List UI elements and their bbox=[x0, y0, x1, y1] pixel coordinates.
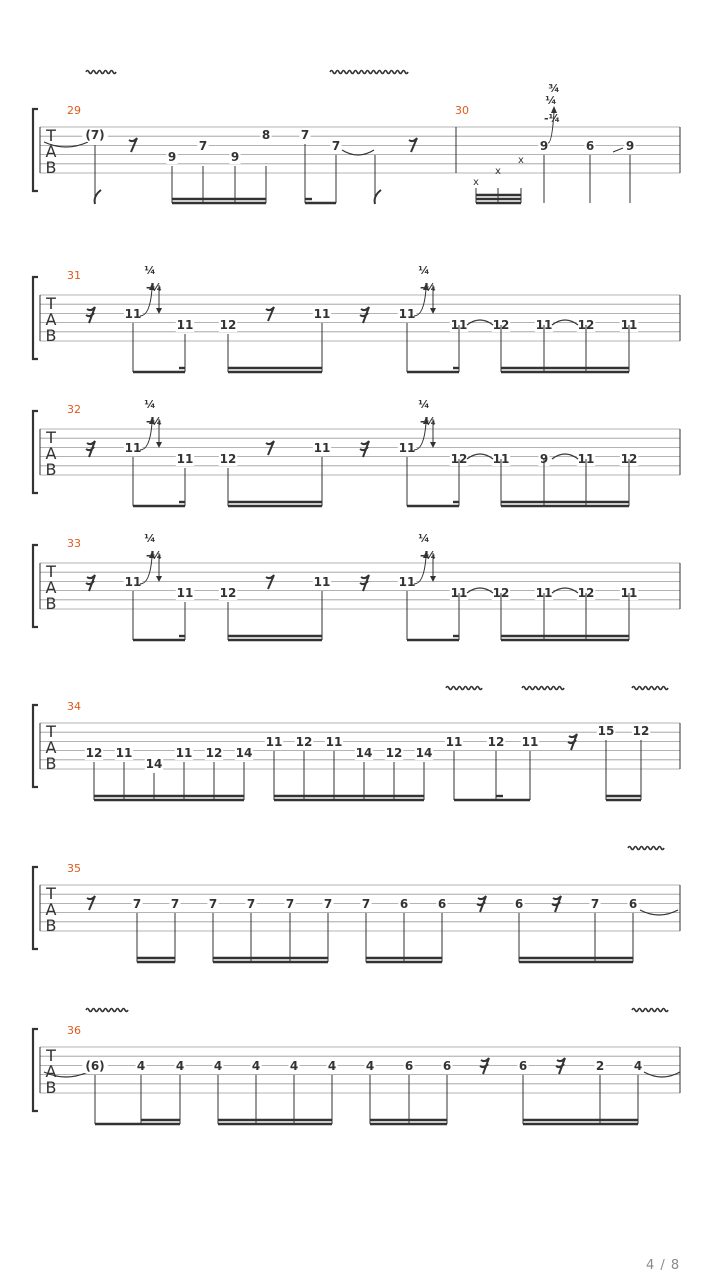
fret-number: 11 bbox=[445, 735, 463, 749]
fret-number: 6 bbox=[585, 139, 595, 153]
vibrato-mark bbox=[446, 687, 482, 690]
bend-label: ¼ bbox=[418, 532, 430, 545]
fret-number: 8 bbox=[261, 128, 271, 142]
rest-symbol bbox=[360, 441, 369, 457]
tab-label-a: A bbox=[45, 738, 57, 757]
fret-number: 11 bbox=[124, 441, 142, 455]
rest-symbol bbox=[477, 896, 486, 912]
bend-label: -¼ bbox=[420, 549, 436, 562]
fret-number: 12 bbox=[577, 586, 595, 600]
tab-label-t: T bbox=[46, 722, 56, 741]
fret-number: 11 bbox=[265, 735, 283, 749]
dead-note: x bbox=[473, 177, 479, 188]
system-brace bbox=[33, 109, 38, 191]
tab-label-t: T bbox=[46, 562, 56, 581]
measure-number: 33 bbox=[67, 537, 81, 550]
fret-number: 11 bbox=[577, 452, 595, 466]
page-number: 4 / 8 bbox=[646, 1258, 681, 1273]
rest-symbol bbox=[266, 307, 274, 321]
fret-number: 6 bbox=[437, 897, 447, 911]
fret-number: 4 bbox=[327, 1059, 337, 1073]
fret-number: 11 bbox=[535, 586, 553, 600]
measure-number: 32 bbox=[67, 403, 81, 416]
vibrato-mark bbox=[632, 1009, 668, 1012]
fret-number: 4 bbox=[365, 1059, 375, 1073]
fret-number: 15 bbox=[597, 724, 615, 738]
fret-number: 11 bbox=[313, 575, 331, 589]
fret-number: 7 bbox=[590, 897, 600, 911]
system-brace bbox=[33, 1029, 38, 1111]
slide-mark bbox=[613, 148, 623, 152]
fret-number: 7 bbox=[323, 897, 333, 911]
system-7 bbox=[33, 1009, 680, 1125]
tab-label-a: A bbox=[45, 900, 57, 919]
rest-symbol bbox=[86, 441, 95, 457]
tab-label-t: T bbox=[46, 1046, 56, 1065]
fret-number: 4 bbox=[251, 1059, 261, 1073]
rest-symbol bbox=[552, 896, 561, 912]
bend-label: ¼ bbox=[144, 532, 156, 545]
fret-number: 4 bbox=[633, 1059, 643, 1073]
dead-note: x bbox=[518, 155, 524, 166]
vibrato-mark bbox=[632, 687, 668, 690]
bend-label: ¼ bbox=[144, 398, 156, 411]
fret-number: 11 bbox=[175, 746, 193, 760]
tab-label-b: B bbox=[45, 594, 57, 613]
fret-number: 11 bbox=[398, 307, 416, 321]
fret-number: 12 bbox=[205, 746, 223, 760]
bend-label: ¾ bbox=[548, 82, 560, 95]
tab-label-b: B bbox=[45, 326, 57, 345]
rest-symbol bbox=[86, 307, 95, 323]
fret-number: 7 bbox=[208, 897, 218, 911]
tab-label-b: B bbox=[45, 754, 57, 773]
fret-number: 14 bbox=[145, 757, 163, 771]
system-1 bbox=[33, 71, 680, 205]
measure-number: 34 bbox=[67, 700, 81, 713]
rest-symbol bbox=[568, 734, 577, 750]
fret-number: 11 bbox=[313, 307, 331, 321]
system-6 bbox=[33, 847, 680, 963]
fret-number: 12 bbox=[219, 318, 237, 332]
fret-number: 12 bbox=[85, 746, 103, 760]
fret-number: 11 bbox=[450, 586, 468, 600]
fret-number: 11 bbox=[398, 441, 416, 455]
tab-label-a: A bbox=[45, 142, 57, 161]
note-flag bbox=[375, 190, 381, 204]
fret-number: 12 bbox=[385, 746, 403, 760]
measure-number: 36 bbox=[67, 1024, 81, 1037]
tab-label-b: B bbox=[45, 916, 57, 935]
system-brace bbox=[33, 411, 38, 493]
vibrato-mark bbox=[522, 687, 564, 690]
tab-label-b: B bbox=[45, 158, 57, 177]
fret-number: 12 bbox=[219, 586, 237, 600]
system-4 bbox=[33, 532, 680, 640]
fret-number: 7 bbox=[331, 139, 341, 153]
fret-number: 12 bbox=[487, 735, 505, 749]
fret-number: 11 bbox=[124, 307, 142, 321]
tab-label-t: T bbox=[46, 126, 56, 145]
bend-label: ¼ bbox=[144, 264, 156, 277]
fret-number: (6) bbox=[85, 1059, 105, 1073]
fret-number: 12 bbox=[620, 452, 638, 466]
tab-label-t: T bbox=[46, 884, 56, 903]
fret-number: 7 bbox=[170, 897, 180, 911]
fret-number: 11 bbox=[176, 318, 194, 332]
rest-symbol bbox=[266, 441, 274, 455]
fret-number: 9 bbox=[167, 150, 177, 164]
rest-symbol bbox=[556, 1058, 565, 1074]
fret-number: 12 bbox=[219, 452, 237, 466]
fret-number: 7 bbox=[285, 897, 295, 911]
fret-number: 4 bbox=[289, 1059, 299, 1073]
fret-number: 7 bbox=[246, 897, 256, 911]
bend-label: -¼ bbox=[420, 415, 436, 428]
fret-number: 12 bbox=[295, 735, 313, 749]
rest-symbol bbox=[360, 307, 369, 323]
vibrato-mark bbox=[628, 847, 664, 850]
system-brace bbox=[33, 277, 38, 359]
measure-number: 29 bbox=[67, 104, 81, 117]
fret-number: 9 bbox=[230, 150, 240, 164]
fret-number: 6 bbox=[628, 897, 638, 911]
fret-number: 12 bbox=[492, 318, 510, 332]
fret-number: 11 bbox=[450, 318, 468, 332]
fret-number: 4 bbox=[213, 1059, 223, 1073]
fret-number: 7 bbox=[300, 128, 310, 142]
fret-number: 4 bbox=[175, 1059, 185, 1073]
vibrato-mark bbox=[330, 71, 408, 74]
rest-symbol bbox=[86, 575, 95, 591]
vibrato-mark bbox=[86, 1009, 128, 1012]
measure-number: 31 bbox=[67, 269, 81, 282]
fret-number: 11 bbox=[313, 441, 331, 455]
fret-number: 11 bbox=[176, 452, 194, 466]
rest-symbol bbox=[360, 575, 369, 591]
fret-number: 12 bbox=[577, 318, 595, 332]
system-5 bbox=[33, 687, 680, 801]
fret-number: 11 bbox=[620, 586, 638, 600]
fret-number: 6 bbox=[399, 897, 409, 911]
vibrato-mark bbox=[86, 71, 116, 74]
fret-number: 11 bbox=[325, 735, 343, 749]
fret-number: 11 bbox=[115, 746, 133, 760]
fret-number: 2 bbox=[595, 1059, 605, 1073]
fret-number: 9 bbox=[625, 139, 635, 153]
tab-label-a: A bbox=[45, 1062, 57, 1081]
fret-number: 12 bbox=[450, 452, 468, 466]
fret-number: 6 bbox=[518, 1059, 528, 1073]
fret-number: 14 bbox=[415, 746, 433, 760]
tab-label-t: T bbox=[46, 294, 56, 313]
bend-label: ¼ bbox=[418, 398, 430, 411]
tab-label-a: A bbox=[45, 310, 57, 329]
fret-number: 14 bbox=[235, 746, 253, 760]
fret-number: 11 bbox=[535, 318, 553, 332]
rest-symbol bbox=[266, 575, 274, 589]
rest-symbol bbox=[480, 1058, 489, 1074]
fret-number: 6 bbox=[514, 897, 524, 911]
fret-number: 7 bbox=[198, 139, 208, 153]
dead-note: x bbox=[495, 166, 501, 177]
bend-label: -¼ bbox=[146, 281, 162, 294]
fret-number: 6 bbox=[442, 1059, 452, 1073]
fret-number: 7 bbox=[132, 897, 142, 911]
note-flag bbox=[95, 190, 101, 204]
tab-label-a: A bbox=[45, 444, 57, 463]
fret-number: 11 bbox=[398, 575, 416, 589]
measure-number: 30 bbox=[455, 104, 469, 117]
bend-label: -¼ bbox=[544, 112, 560, 125]
bend-label: -¼ bbox=[420, 281, 436, 294]
system-2 bbox=[33, 264, 680, 372]
fret-number: 6 bbox=[404, 1059, 414, 1073]
fret-number: 12 bbox=[632, 724, 650, 738]
system-brace bbox=[33, 867, 38, 949]
fret-number: 12 bbox=[492, 586, 510, 600]
system-brace bbox=[33, 705, 38, 787]
fret-number: 11 bbox=[176, 586, 194, 600]
measure-number: 35 bbox=[67, 862, 81, 875]
tab-label-b: B bbox=[45, 460, 57, 479]
fret-number: (7) bbox=[85, 128, 105, 142]
fret-number: 11 bbox=[492, 452, 510, 466]
tab-label-b: B bbox=[45, 1078, 57, 1097]
system-3 bbox=[33, 398, 680, 506]
bend-label: -¼ bbox=[146, 549, 162, 562]
tab-label-t: T bbox=[46, 428, 56, 447]
fret-number: 11 bbox=[124, 575, 142, 589]
fret-number: 9 bbox=[539, 452, 549, 466]
fret-number: 9 bbox=[539, 139, 549, 153]
system-brace bbox=[33, 545, 38, 627]
fret-number: 14 bbox=[355, 746, 373, 760]
bend-label: -¼ bbox=[146, 415, 162, 428]
fret-number: 11 bbox=[521, 735, 539, 749]
bend-label: ¼ bbox=[545, 94, 557, 107]
bend-label: ¼ bbox=[418, 264, 430, 277]
fret-number: 4 bbox=[136, 1059, 146, 1073]
fret-number: 11 bbox=[620, 318, 638, 332]
tab-label-a: A bbox=[45, 578, 57, 597]
fret-number: 7 bbox=[361, 897, 371, 911]
